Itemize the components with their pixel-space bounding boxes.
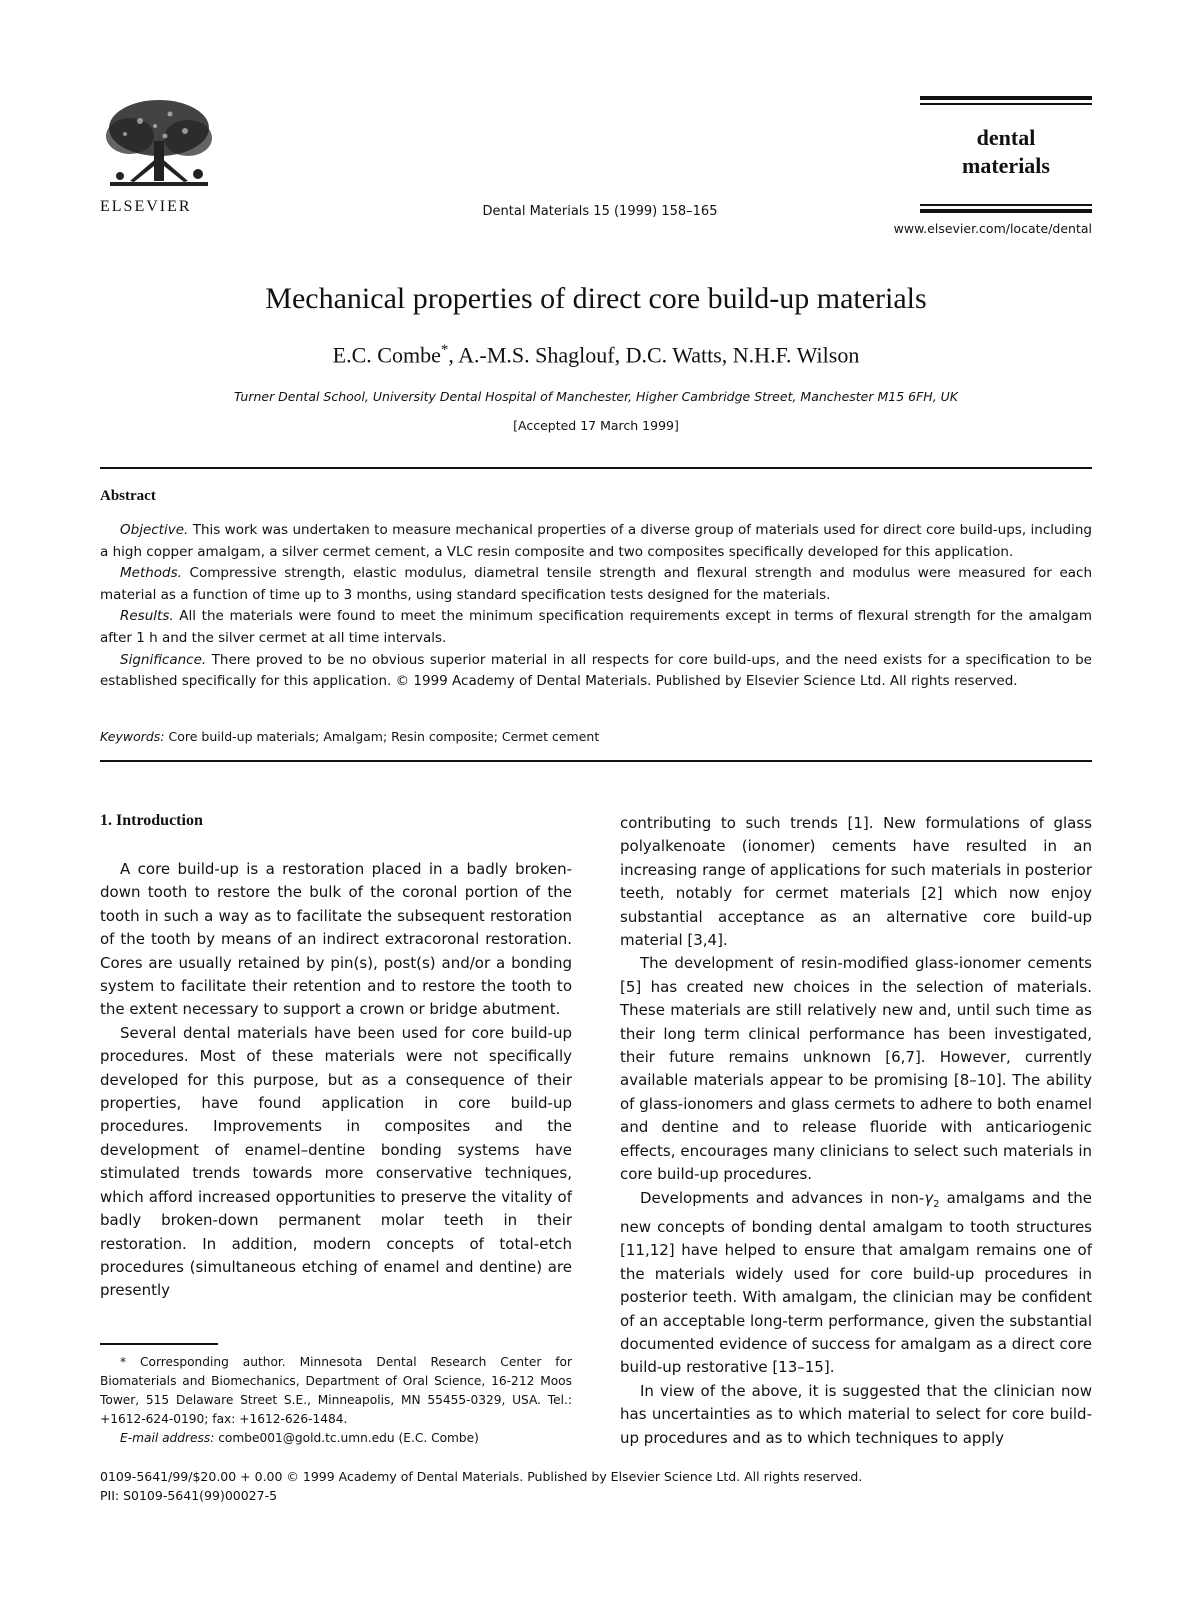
header-rule-bottom — [920, 209, 1092, 213]
journal-name — [920, 124, 1092, 180]
article-authors — [100, 342, 1092, 368]
body-paragraph — [620, 1187, 1092, 1380]
left-column — [100, 858, 572, 1303]
journal-name-line2: materials — [962, 153, 1050, 178]
first-author: E.C. Combe — [332, 342, 441, 368]
significance-text: There proved to be no obvious superior material in all respects for core build-ups, and the need exists for a specification to be established specifically for this application. © 1999 Academy of Dental Materials. Published by Elsevier Science Ltd. All rights reserved. — [100, 651, 1092, 690]
keywords-label: Keywords: — [100, 729, 165, 744]
keywords — [100, 729, 1092, 744]
paragraph-text: Developments and advances in non- — [640, 1188, 925, 1207]
objective-label: Objective. — [120, 522, 189, 538]
accepted-date: [Accepted 17 March 1999] — [513, 418, 679, 433]
body-paragraph: contributing to such trends [1]. New formulations of glass polyalkenoate (ionomer) cements have resulted in an increasing range of applications for such materials in posterior teeth, notably for cermet materials [2] which now enjoy substantial acceptance as an alternative core build-up material [3,4]. — [620, 814, 1092, 950]
right-column — [620, 812, 1092, 1450]
gamma-subscript: 2 — [933, 1198, 940, 1210]
keywords-text: Core build-up materials; Amalgam; Resin composite; Cermet cement — [164, 729, 600, 744]
header-rule-bottom-thin — [920, 204, 1092, 206]
footnote-rule — [100, 1343, 218, 1345]
abstract-significance — [100, 650, 1092, 693]
gamma-symbol: γ — [924, 1188, 934, 1207]
journal-url-link[interactable]: www.elsevier.com/locate/dental — [893, 221, 1092, 236]
abstract-methods — [100, 563, 1092, 606]
body-paragraph: Several dental materials have been used for core build-up procedures. Most of these materials were not specifically developed for this purpose, but as a consequence of their properties, have found application in core build-up procedures. Improvements in composites and the development of enamel–dentine bonding systems have stimulated trends towards more conservative techniques, which afford increased opportunities to preserve the vitality of badly broken-down permanent molar teeth in their restoration. In addition, modern concepts of total-etch procedures (simultaneous etching of enamel and dentine) are presently — [100, 1023, 572, 1300]
methods-label: Methods. — [120, 565, 182, 582]
body-paragraph: The development of resin-modified glass-ionomer cements [5] has created new choices in the selection of materials. These materials are still relatively new and, until such time as their long term clinical performance has been investigated, their future remains unknown [6,7]. However, currently available materials appear to be promising [8–10]. The ability of glass-ionomers and glass cermets to adhere to both enamel and dentine and to release fluoride with anticariogenic effects, encourages many clinicians to select such materials in core build-up procedures. — [620, 954, 1092, 1184]
footnote-text: * Corresponding author. Minnesota Dental Research Center for Biomaterials and Biomechanics, Department of Oral Science, 16-212 Moos Tower, 515 Delaware Street S.E., Minneapolis, MN 55455-0329, USA. Tel.: +1612-624-0190; fax: +1612-626-1484. — [100, 1355, 572, 1426]
results-label: Results. — [120, 608, 174, 625]
abstract-rule-bottom — [100, 760, 1092, 762]
header-rule-top-thin — [920, 103, 1092, 105]
journal-name-line1: dental — [976, 125, 1036, 150]
abstract-rule-top — [100, 467, 1092, 469]
methods-text: Compressive strength, elastic modulus, diametral tensile strength and flexural strength and modulus were measured for each material as a function of time up to 3 months, using standard specification tests designed for the materials. — [100, 565, 1092, 603]
abstract-results — [100, 606, 1092, 649]
body-paragraph: A core build-up is a restoration placed in a badly broken-down tooth to restore the bulk of the coronal portion of the tooth in such a way as to facilitate the subsequent restoration of the tooth by means of an indirect extracoronal restoration. Cores are usually retained by pin(s), post(s) and/or a bonding system to facilitate their retention and to restore the tooth to the extent necessary to support a crown or bridge abutment. — [100, 860, 572, 1019]
section-heading-introduction: 1. Introduction — [100, 812, 203, 829]
publisher-name: ELSEVIER — [100, 198, 192, 215]
footnote — [100, 1353, 572, 1448]
header-rule-top — [920, 96, 1092, 100]
abstract-heading: Abstract — [100, 488, 156, 504]
corresponding-author-mark[interactable]: * — [440, 342, 449, 358]
elsevier-tree-logo — [100, 96, 218, 194]
abstract-body — [100, 520, 1092, 693]
copyright-line: 0109-5641/99/$20.00 + 0.00 © 1999 Academy of Dental Materials. Published by Elsevier Science Ltd. All rights reserved. — [100, 1469, 863, 1484]
email-address-link[interactable]: combe001@gold.tc.umn.edu (E.C. Combe) — [214, 1431, 479, 1445]
abstract-objective — [100, 520, 1092, 563]
pii-line: PII: S0109-5641(99)00027-5 — [100, 1488, 278, 1503]
author-affiliation: Turner Dental School, University Dental Hospital of Manchester, Higher Cambridge Street, Manchester M15 6FH, UK — [234, 389, 958, 404]
significance-label: Significance. — [120, 651, 207, 668]
body-paragraph: In view of the above, it is suggested that the clinician now has uncertainties as to which material to select for core build-up procedures and as to which techniques to apply — [620, 1381, 1092, 1447]
footnote-email — [100, 1429, 572, 1448]
email-label: E-mail address: — [120, 1431, 215, 1445]
objective-text: This work was undertaken to measure mechanical properties of a diverse group of materials used for direct core build-ups, including a high copper amalgam, a silver cermet cement, a VLC resin composite and two composites specifically developed for this application. — [100, 522, 1092, 560]
paragraph-text: amalgams and the new concepts of bonding dental amalgam to tooth structures [11,12] have helped to ensure that amalgam remains one of the materials widely used for core build-up procedures in posterior teeth. With amalgam, the clinician may be confident of an acceptable long-term performance, given the substantial documented evidence of success for amalgam as a direct core build-up restorative [13–15]. — [620, 1188, 1092, 1377]
article-title: Mechanical properties of direct core build-up materials — [265, 282, 927, 315]
other-authors: , A.-M.S. Shaglouf, D.C. Watts, N.H.F. Wilson — [448, 342, 860, 368]
copyright-footer — [100, 1467, 1092, 1505]
results-text: All the materials were found to meet the minimum specification requirements except in terms of flexural strength for the amalgam after 1 h and the silver cermet at all time intervals. — [100, 608, 1092, 646]
journal-citation: Dental Materials 15 (1999) 158–165 — [482, 204, 718, 219]
